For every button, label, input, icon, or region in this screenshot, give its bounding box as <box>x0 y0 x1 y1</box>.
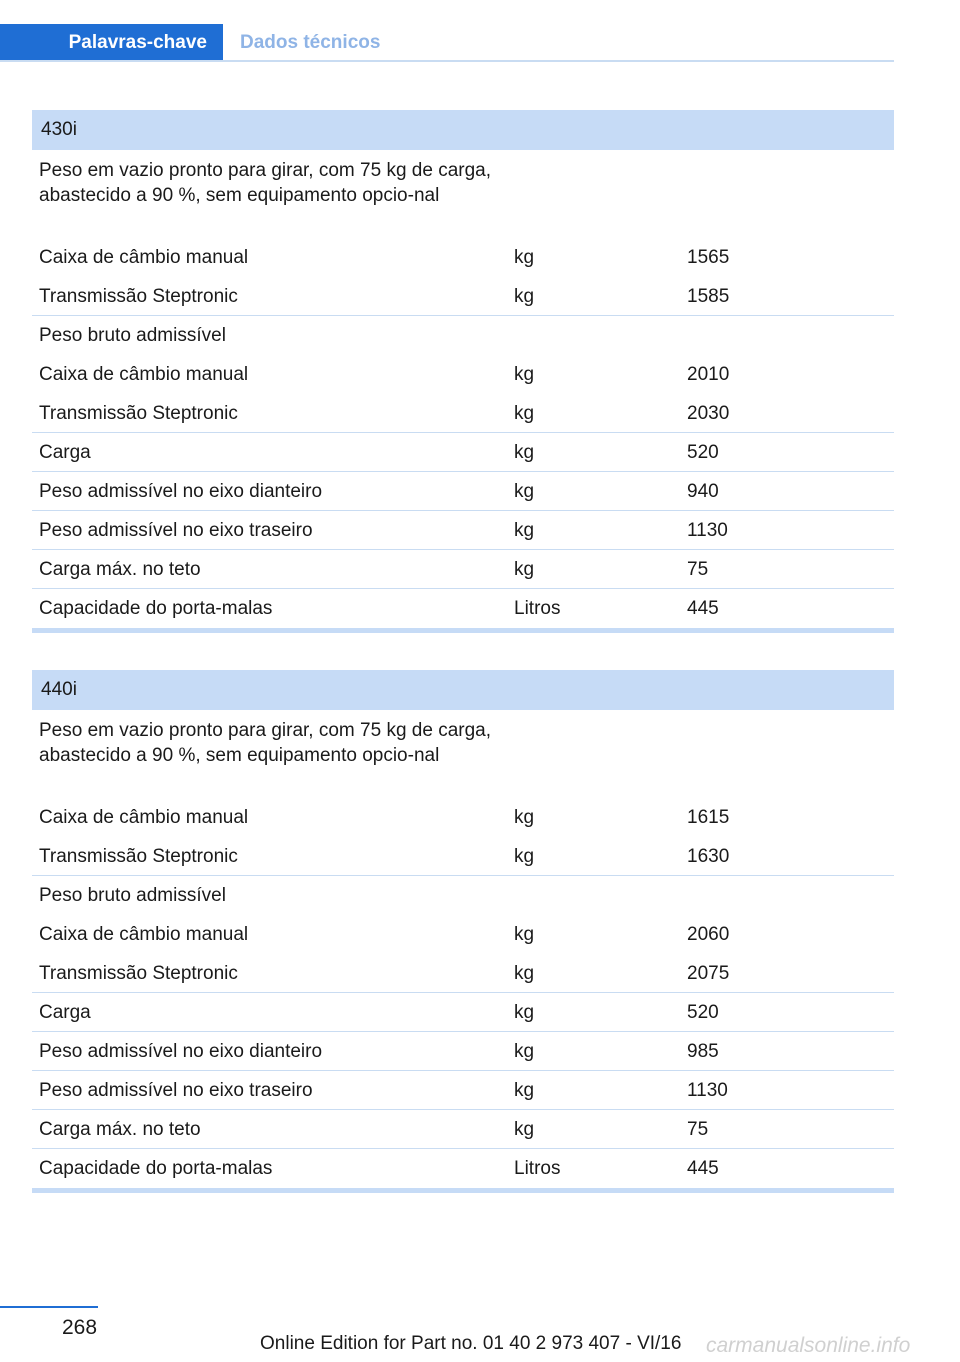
top-navigation <box>0 24 894 62</box>
table-row <box>32 433 894 472</box>
row-unit: kg <box>514 286 535 307</box>
row-label: Capacidade do porta-malas <box>39 1158 273 1179</box>
table-row <box>32 394 894 433</box>
row-label: Carga máx. no teto <box>39 559 201 580</box>
row-value: 1130 <box>687 520 728 541</box>
row-value: 1565 <box>687 247 730 268</box>
table-row <box>32 876 894 915</box>
table-rows <box>32 710 894 1188</box>
row-label: Carga máx. no teto <box>39 1119 201 1140</box>
table-row <box>32 589 894 628</box>
row-value: 940 <box>687 481 719 502</box>
spec-table-430i <box>32 110 894 633</box>
row-label: Peso admissível no eixo dianteiro <box>39 1041 323 1062</box>
spec-table-440i <box>32 670 894 1193</box>
table-row <box>32 837 894 876</box>
row-unit: kg <box>514 559 535 580</box>
row-value: 2075 <box>687 963 730 984</box>
row-unit: kg <box>514 1041 535 1062</box>
row-value: 1630 <box>687 846 730 867</box>
table-row <box>32 511 894 550</box>
row-label: Peso bruto admissível <box>39 885 226 906</box>
table-row <box>32 550 894 589</box>
row-unit: kg <box>514 924 535 945</box>
row-label: Caixa de câmbio manual <box>39 364 249 385</box>
row-value: 985 <box>687 1041 719 1062</box>
nav-underline <box>0 60 894 62</box>
row-label: Peso admissível no eixo dianteiro <box>39 481 323 502</box>
row-unit: kg <box>514 364 535 385</box>
row-label: Peso admissível no eixo traseiro <box>39 1080 313 1101</box>
table-row <box>32 1149 894 1188</box>
row-label: Caixa de câmbio manual <box>39 807 249 828</box>
table-row <box>32 150 894 238</box>
row-value: 445 <box>687 1158 719 1179</box>
row-label: Peso em vazio pronto para girar, com 75 kg de carga, abastecido a 90 %, sem equipamento opcio-nal <box>39 160 492 206</box>
row-value: 445 <box>687 598 719 619</box>
table-row <box>32 1071 894 1110</box>
row-unit: kg <box>514 1002 535 1023</box>
table-row <box>32 277 894 316</box>
row-unit: kg <box>514 481 535 502</box>
row-value: 75 <box>687 1119 709 1140</box>
row-unit: kg <box>514 1080 535 1101</box>
row-unit: kg <box>514 807 535 828</box>
row-label: Peso admissível no eixo traseiro <box>39 520 313 541</box>
table-row <box>32 355 894 394</box>
row-value: 2010 <box>687 364 730 385</box>
table-row <box>32 316 894 355</box>
row-value: 2060 <box>687 924 730 945</box>
row-value: 2030 <box>687 403 730 424</box>
row-label: Peso em vazio pronto para girar, com 75 kg de carga, abastecido a 90 %, sem equipamento opcio-nal <box>39 720 492 766</box>
table-row <box>32 954 894 993</box>
row-unit: kg <box>514 442 535 463</box>
row-label: Transmissão Steptronic <box>39 403 238 424</box>
row-value: 75 <box>687 559 709 580</box>
table-title: 440i <box>32 670 894 710</box>
table-row <box>32 915 894 954</box>
table-row <box>32 472 894 511</box>
row-unit: kg <box>514 247 535 268</box>
row-value: 1130 <box>687 1080 728 1101</box>
table-title: 430i <box>32 110 894 150</box>
row-label: Carga <box>39 1002 91 1023</box>
row-label: Caixa de câmbio manual <box>39 924 249 945</box>
tab-palavras-chave[interactable]: Palavras-chave <box>0 24 223 62</box>
row-value: 520 <box>687 1002 719 1023</box>
table-end-bar <box>32 1188 894 1193</box>
edition-note: Online Edition for Part no. 01 40 2 973 407 - VI/16 <box>260 1333 682 1354</box>
table-end-bar <box>32 628 894 633</box>
page-number: 268 <box>62 1316 98 1339</box>
row-value: 520 <box>687 442 719 463</box>
table-row <box>32 1032 894 1071</box>
row-value: 1615 <box>687 807 730 828</box>
table-row <box>32 238 894 277</box>
row-label: Transmissão Steptronic <box>39 963 238 984</box>
row-unit: kg <box>514 846 535 867</box>
row-value: 1585 <box>687 286 730 307</box>
row-label: Transmissão Steptronic <box>39 846 238 867</box>
row-label: Transmissão Steptronic <box>39 286 238 307</box>
row-label: Capacidade do porta-malas <box>39 598 273 619</box>
row-unit: kg <box>514 403 535 424</box>
table-rows <box>32 150 894 628</box>
page-number-rule <box>0 1306 98 1308</box>
row-unit: kg <box>514 1119 535 1140</box>
row-unit: kg <box>514 520 535 541</box>
row-unit: Litros <box>514 1158 561 1179</box>
row-label: Carga <box>39 442 91 463</box>
row-unit: Litros <box>514 598 561 619</box>
row-label: Caixa de câmbio manual <box>39 247 249 268</box>
watermark-text: carmanualsonline.info <box>706 1334 911 1357</box>
table-row <box>32 993 894 1032</box>
tab-dados-tecnicos[interactable]: Dados técnicos <box>240 32 381 53</box>
row-label: Peso bruto admissível <box>39 325 226 346</box>
table-row <box>32 798 894 837</box>
table-row <box>32 1110 894 1149</box>
row-unit: kg <box>514 963 535 984</box>
table-row <box>32 710 894 798</box>
